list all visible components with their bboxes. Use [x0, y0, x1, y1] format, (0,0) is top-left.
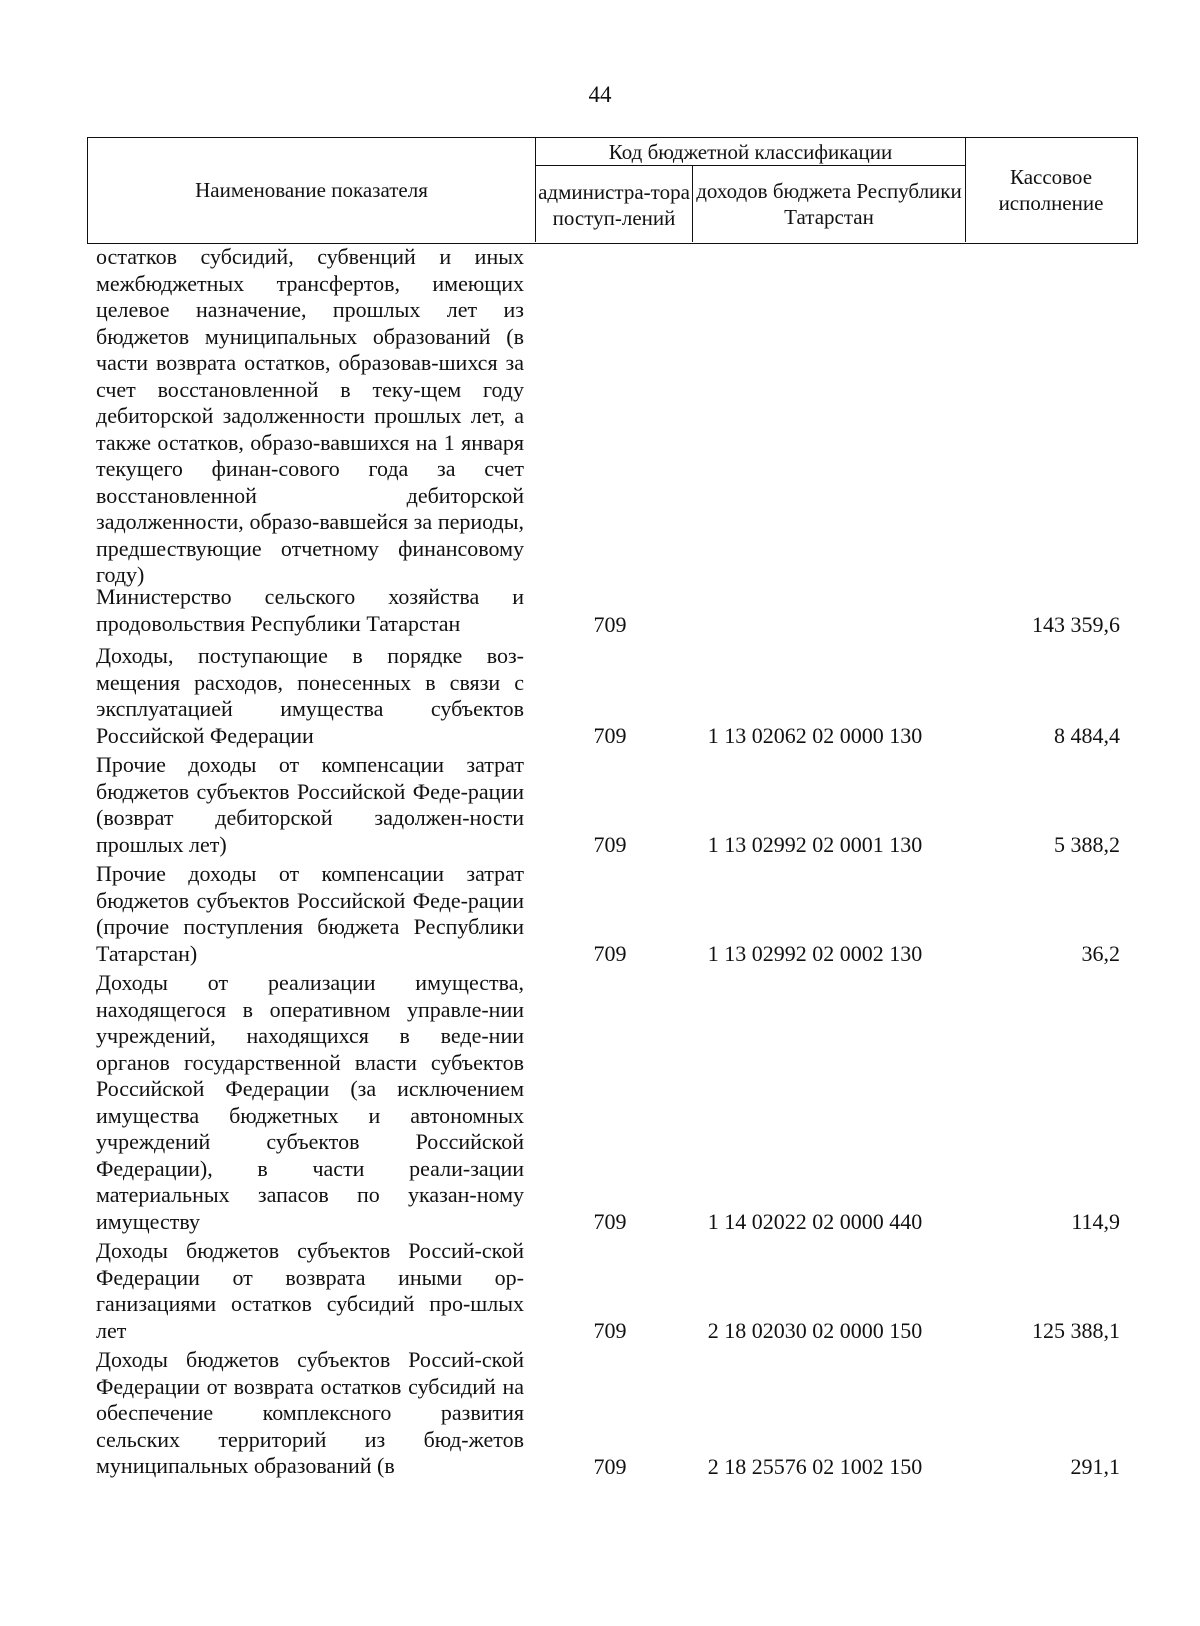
header-income: доходов бюджета Республики Татарстан [693, 166, 966, 242]
row-income-code: 1 13 02062 02 0000 130 [707, 722, 923, 748]
row-admin-code: 709 [593, 1317, 627, 1343]
row-execution: 291,1 [1070, 1453, 1120, 1479]
row-execution: 125 388,1 [1032, 1317, 1120, 1343]
table-row [0, 1347, 1200, 1480]
row-name: Доходы бюджетов субъектов Россий-ской Федерации от возврата иными ор-ганизациями остатков субсидий про-шлых лет [96, 1238, 524, 1343]
table-row [0, 970, 1200, 1235]
row-income-code: 2 18 25576 02 1002 150 [707, 1453, 923, 1479]
row-admin-code: 709 [593, 1208, 627, 1234]
page-number: 44 [588, 82, 612, 107]
row-income-code: 1 14 02022 02 0000 440 [707, 1208, 923, 1234]
row-name: Министерство сельского хозяйства и продовольствия Республики Татарстан [96, 584, 524, 636]
row-income-code: 1 13 02992 02 0001 130 [707, 831, 923, 857]
row-execution: 8 484,4 [1054, 722, 1120, 748]
row-admin-code: 709 [593, 940, 627, 966]
row-admin-code: 709 [593, 611, 627, 637]
table-row [0, 584, 1200, 638]
header-admin: администра-тора поступ-лений [536, 166, 693, 242]
row-admin-code: 709 [593, 831, 627, 857]
header-execution: Кассовое исполнение [998, 165, 1104, 215]
row-income-code: 1 13 02992 02 0002 130 [707, 940, 923, 966]
row-name: Доходы бюджетов субъектов Россий-ской Федерации от возврата остатков субсидий на обеспечение комплексного развития сельских территорий из бюд-жетов муниципальных образований (в [96, 1347, 524, 1478]
row-execution: 5 388,2 [1054, 831, 1120, 857]
table-row [0, 244, 1200, 588]
row-execution: 36,2 [1081, 940, 1120, 966]
row-name: Прочие доходы от компенсации затрат бюджетов субъектов Российской Феде-рации (возврат дебиторской задолжен-ности прошлых лет) [96, 752, 524, 857]
row-name: Прочие доходы от компенсации затрат бюджетов субъектов Российской Феде-рации (прочие поступления бюджета Республики Татарстан) [96, 861, 524, 966]
row-execution: 114,9 [1071, 1208, 1120, 1234]
row-admin-code: 709 [593, 1453, 627, 1479]
table-row [0, 752, 1200, 858]
row-execution: 143 359,6 [1032, 611, 1120, 637]
row-income-code: 2 18 02030 02 0000 150 [707, 1317, 923, 1343]
row-admin-code: 709 [593, 722, 627, 748]
row-name: остатков субсидий, субвенций и иных межбюджетных трансфертов, имеющих целевое назначение, прошлых лет из бюджетов муниципальных образований (в части возврата остатков, образовав-шихся за счет восстановленной в теку-щем году дебиторской задолженности прошлых лет, а также остатков, образо-вавшихся на 1 января текущего финан-сового года за счет восстановленной дебиторской задолженности, образо-вавшейся за периоды, предшествующие отчетному финансовому году) [96, 244, 524, 587]
header-code-group: Код бюджетной классификации [536, 138, 966, 166]
header-name: Наименование показателя [88, 138, 536, 242]
table-row [0, 643, 1200, 749]
row-name: Доходы, поступающие в порядке воз-мещения расходов, понесенных в связи с эксплуатацией имущества субъектов Российской Федерации [96, 643, 524, 748]
row-name: Доходы от реализации имущества, находящегося в оперативном управле-нии учреждений, находящихся в веде-нии органов государственной власти субъектов Российской Федерации (за исключением имущества бюджетных и автономных учреждений субъектов Российской Федерации), в части реали-зации материальных запасов по указан-ному имуществу [96, 970, 524, 1234]
table-row [0, 861, 1200, 967]
table-row [0, 1238, 1200, 1344]
